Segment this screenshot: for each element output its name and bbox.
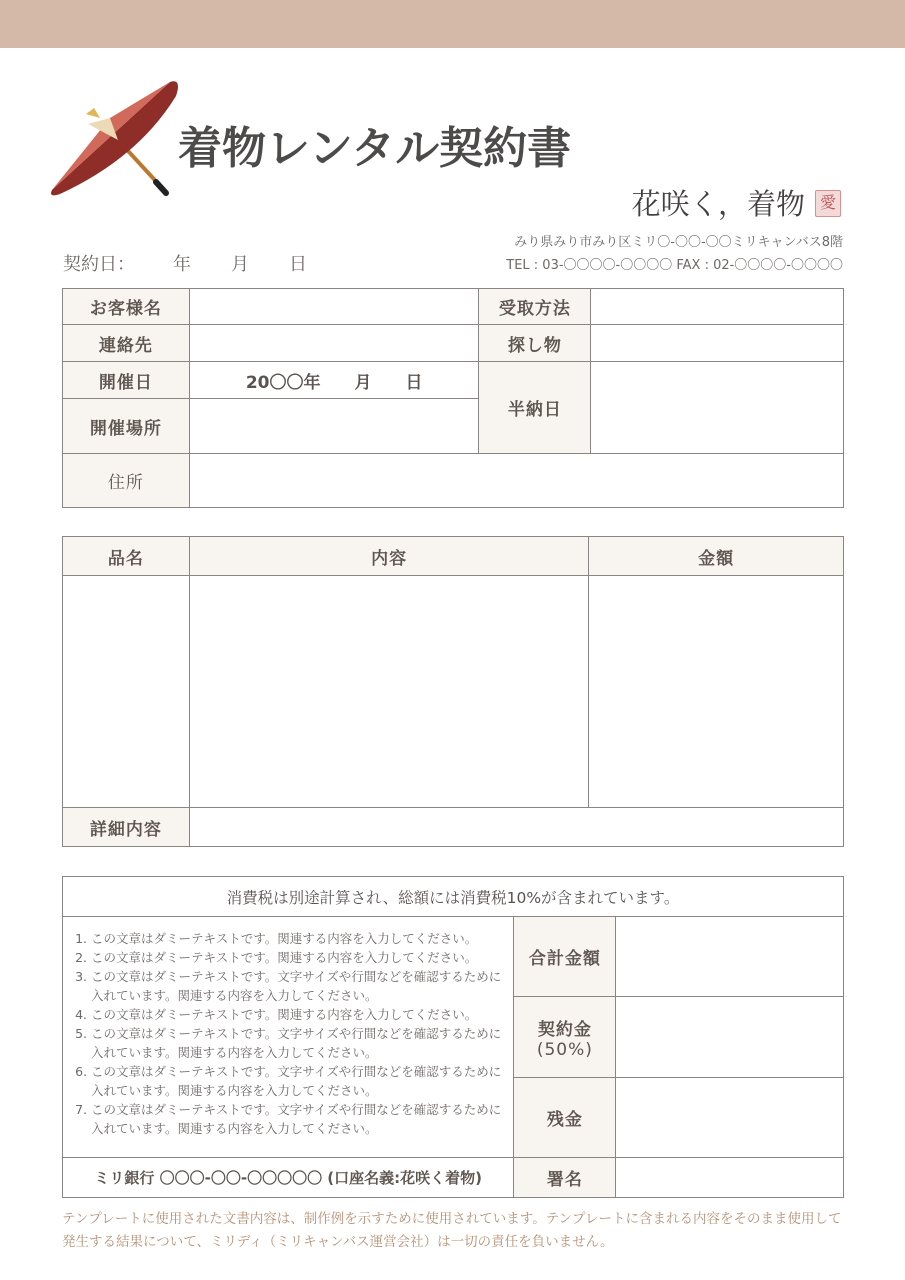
customer-name-field[interactable] bbox=[189, 289, 479, 325]
document-title: 着物レンタル契約書 bbox=[178, 123, 572, 174]
contact-field[interactable] bbox=[189, 325, 479, 362]
pickup-method-label: 受取方法 bbox=[479, 289, 591, 325]
address-label: 住所 bbox=[63, 454, 190, 508]
contract-date-day[interactable]: 日 bbox=[289, 254, 307, 275]
deposit-percent: (50%) bbox=[536, 1039, 593, 1060]
deposit-label-text: 契約金 bbox=[537, 1019, 592, 1040]
top-banner bbox=[0, 0, 905, 48]
company-address: みり県みり市みり区ミリ〇-〇〇-〇〇ミリキャンバス8階 bbox=[514, 235, 843, 250]
signature-field[interactable] bbox=[616, 1158, 844, 1198]
venue-field[interactable] bbox=[189, 399, 479, 454]
customer-info-table bbox=[62, 288, 844, 508]
contract-date-label: 契約日： bbox=[63, 254, 135, 275]
total-amount-label: 合計金額 bbox=[514, 917, 616, 997]
event-date-field[interactable]: 20〇〇年 月 日 bbox=[189, 362, 479, 399]
total-amount-field[interactable] bbox=[616, 917, 844, 997]
disclaimer-text: テンプレートに使用された文書内容は、制作例を示すために使用されています。テンプレートに含まれる内容をそのまま使用して発生する結果について、ミリディ（ミリキャンバス運営会社）は一切の責任を負いません。 bbox=[62, 1211, 842, 1250]
contract-date-month[interactable]: 月 bbox=[231, 254, 249, 275]
detail-field[interactable] bbox=[189, 808, 843, 847]
balance-field[interactable] bbox=[616, 1078, 844, 1158]
terms-item: 6. この文章はダミーテキストです。文字サイズや行間などを確認するために入れています。関連する内容を入力してください。 bbox=[91, 1062, 513, 1100]
pickup-method-field[interactable] bbox=[591, 289, 844, 325]
terms-list bbox=[63, 917, 514, 1158]
bank-account-info: ミリ銀行 〇〇〇-〇〇-〇〇〇〇〇 (口座名義:花咲く着物) bbox=[63, 1158, 514, 1198]
tax-note: 消費税は別途計算され、総額には消費税10%が含まれています。 bbox=[63, 877, 844, 917]
terms-item: 5. この文章はダミーテキストです。文字サイズや行間などを確認するために入れています。関連する内容を入力してください。 bbox=[91, 1024, 513, 1062]
search-item-label: 探し物 bbox=[479, 325, 591, 362]
column-header-content: 内容 bbox=[189, 537, 588, 576]
contact-label: 連絡先 bbox=[63, 325, 190, 362]
seal-stamp-icon: 愛 bbox=[815, 190, 841, 217]
event-date-label: 開催日 bbox=[63, 362, 190, 399]
brand-name: 花咲く，着物 bbox=[631, 187, 805, 221]
payment-table bbox=[62, 876, 844, 1198]
items-table bbox=[62, 536, 844, 847]
balance-label: 残金 bbox=[514, 1078, 616, 1158]
terms-item: 4. この文章はダミーテキストです。関連する内容を入力してください。 bbox=[91, 1005, 513, 1024]
terms-item: 7. この文章はダミーテキストです。文字サイズや行間などを確認するために入れています。関連する内容を入力してください。 bbox=[91, 1100, 513, 1138]
japanese-umbrella-icon bbox=[48, 78, 183, 200]
contract-date bbox=[63, 250, 347, 276]
column-header-amount: 金額 bbox=[589, 537, 844, 576]
contract-date-year[interactable]: 年 bbox=[173, 254, 191, 275]
company-phone-fax: TEL : 03-〇〇〇〇-〇〇〇〇 FAX : 02-〇〇〇〇-〇〇〇〇 bbox=[506, 258, 843, 273]
address-field[interactable] bbox=[189, 454, 843, 508]
deposit-field[interactable] bbox=[616, 997, 844, 1078]
item-name-cell[interactable] bbox=[63, 576, 190, 808]
detail-label: 詳細内容 bbox=[63, 808, 190, 847]
return-date-label: 半納日 bbox=[479, 362, 591, 454]
item-content-cell[interactable] bbox=[189, 576, 588, 808]
terms-item: 3. この文章はダミーテキストです。文字サイズや行間などを確認するために入れています。関連する内容を入力してください。 bbox=[91, 967, 513, 1005]
column-header-item-name: 品名 bbox=[63, 537, 190, 576]
terms-item: 1. この文章はダミーテキストです。関連する内容を入力してください。 bbox=[91, 929, 513, 948]
item-amount-cell[interactable] bbox=[589, 576, 844, 808]
table-row bbox=[63, 576, 844, 808]
customer-name-label: お客様名 bbox=[63, 289, 190, 325]
search-item-field[interactable] bbox=[591, 325, 844, 362]
deposit-label bbox=[514, 997, 616, 1078]
return-date-field[interactable] bbox=[591, 362, 844, 454]
signature-label: 署名 bbox=[514, 1158, 616, 1198]
venue-label: 開催場所 bbox=[63, 399, 190, 454]
terms-item: 2. この文章はダミーテキストです。関連する内容を入力してください。 bbox=[91, 948, 513, 967]
